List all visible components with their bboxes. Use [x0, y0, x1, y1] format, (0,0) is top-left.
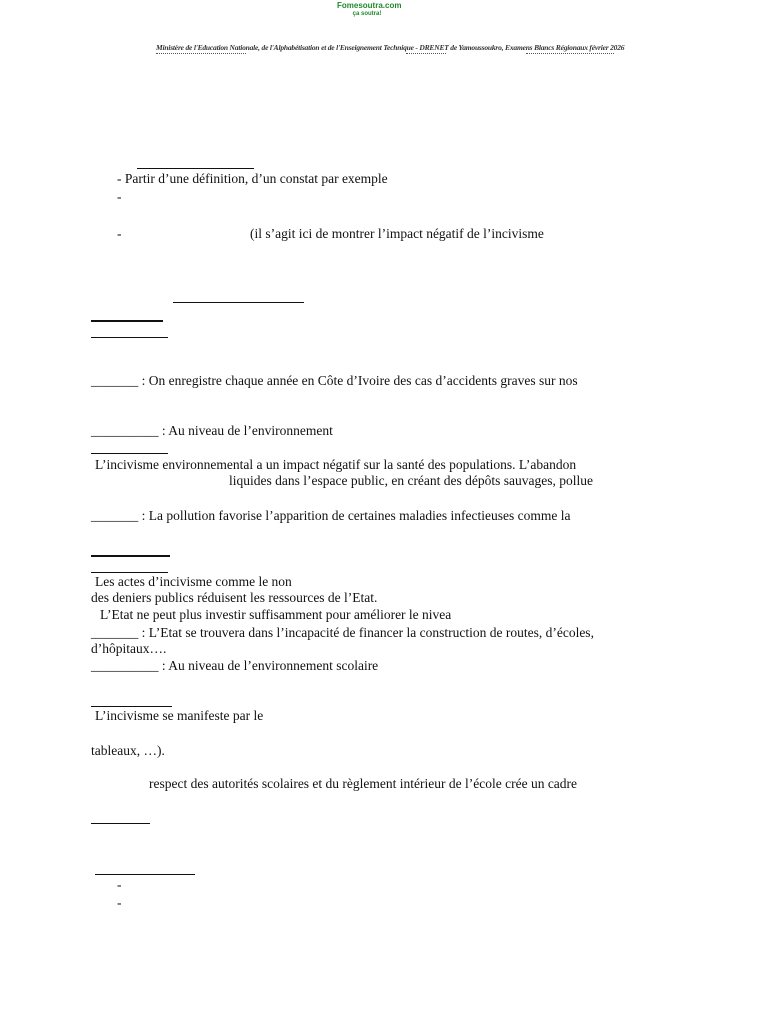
text-line: d’hôpitaux….	[91, 641, 167, 656]
blank-line	[173, 302, 304, 303]
text-line: _______ : La pollution favorise l’apparition de certaines maladies infectieuses comme la	[91, 508, 571, 523]
text-line: __________ : Au niveau de l’environnement scolaire	[91, 658, 379, 673]
text-line: L’Etat ne peut plus investir suffisamment pour améliorer le nivea	[100, 607, 452, 622]
blank-line	[95, 874, 195, 875]
text-line: L’incivisme environnemental a un impact négatif sur la santé des populations. L’abandon	[95, 457, 577, 472]
text-line: tableaux, …).	[91, 743, 165, 758]
text-line: (il s’agit ici de montrer l’impact négatif de l’incivisme	[250, 226, 544, 241]
logo-brand: Fomesoutra.com	[337, 1, 402, 10]
text-line: _______ : L’Etat se trouvera dans l’incapacité de financer la construction de routes, d’écoles,	[91, 625, 594, 640]
page-header: Ministère de l'Education Nationale, de l'Alphabétisation et de l'Enseignement Technique - DRENET de Yamoussoukro, Examens Blancs Régionaux février 2026	[156, 43, 625, 52]
text-line: respect des autorités scolaires et du règlement intérieur de l’école crée un cadre	[149, 776, 578, 791]
text-line: -	[117, 895, 122, 910]
text-line: -	[117, 226, 122, 241]
text-line: Les actes d’incivisme comme le non	[95, 574, 292, 589]
header-underline	[526, 53, 614, 54]
header-underline	[156, 53, 246, 54]
text-line: L’incivisme se manifeste par le	[95, 708, 264, 723]
blank-line	[91, 706, 172, 707]
blank-line	[91, 320, 163, 322]
text-line: - Partir d’une définition, d’un constat par exemple	[117, 171, 388, 186]
text-line: des deniers publics réduisent les ressources de l’Etat.	[91, 590, 378, 605]
blank-line	[91, 453, 168, 454]
site-logo	[337, 1, 402, 20]
blank-line	[137, 168, 254, 169]
blank-line	[91, 823, 150, 824]
blank-line	[91, 572, 168, 573]
blank-line	[91, 337, 168, 338]
text-line: -	[117, 877, 122, 892]
text-line: liquides dans l’espace public, en créant des dépôts sauvages, pollue	[229, 473, 594, 488]
blank-line	[91, 555, 170, 557]
text-line: __________ : Au niveau de l’environnement	[91, 423, 333, 438]
logo-tagline: ça soutra!	[352, 11, 382, 17]
text-line: -	[117, 189, 122, 204]
text-line: _______ : On enregistre chaque année en Côte d’Ivoire des cas d’accidents graves sur nos	[91, 373, 578, 388]
header-underline	[406, 53, 446, 54]
